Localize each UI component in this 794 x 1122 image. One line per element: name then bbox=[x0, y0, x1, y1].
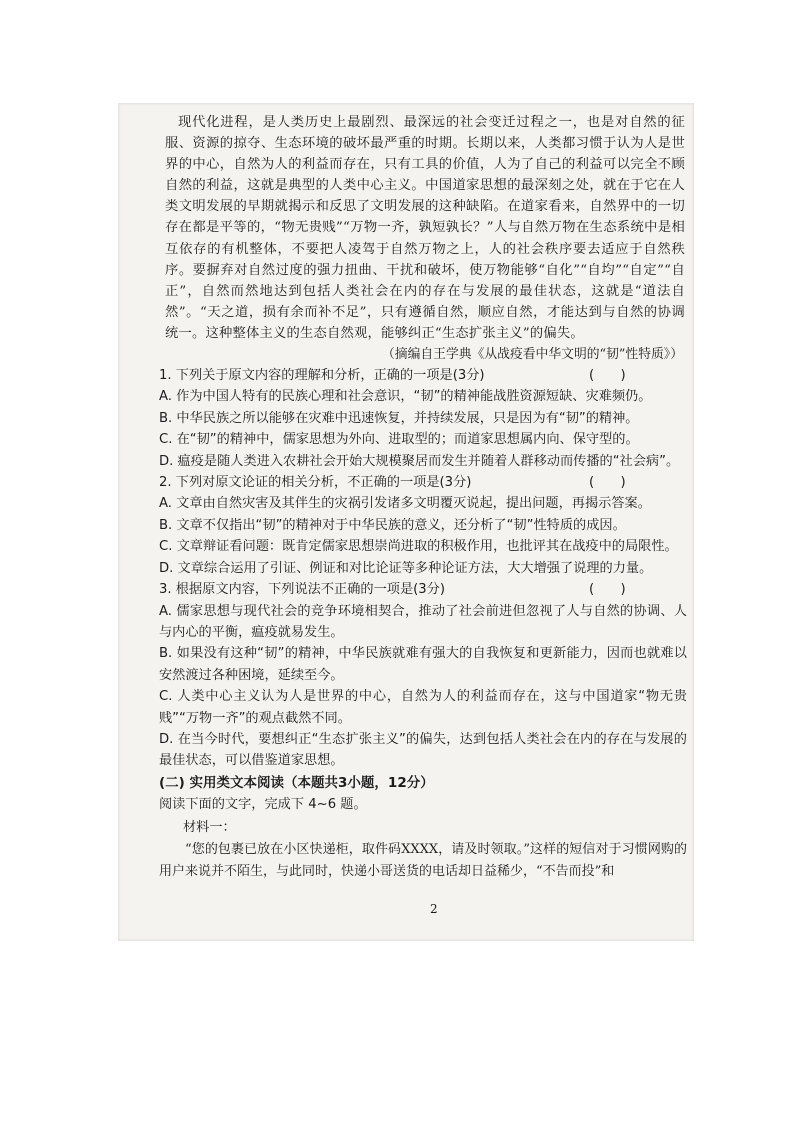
option-3a: A. 儒家思想与现代社会的竞争环境相契合，推动了社会前进但忽视了人与自然的协调、人与内心的平衡，瘟疫就易发生。 bbox=[159, 603, 687, 640]
option-3c: C. 人类中心主义认为人是世界的中心，自然为人的利益而存在，这与中国道家“物无贵贱”“万物一齐”的观点截然不同。 bbox=[159, 689, 687, 726]
material-1-text: “您的包裹已放在小区快递柜，取件码XXXX，请及时领取。”这样的短信对于习惯网购的用户来说并不陌生，与此同时，快递小哥送货的电话却日益稀少，“不告而投”和 bbox=[159, 841, 687, 880]
answer-paren-2: ( ) bbox=[589, 475, 626, 491]
section-2-title: (二) 实用类文本阅读（本题共3小题，12分） bbox=[159, 774, 434, 791]
exam-page bbox=[159, 112, 687, 884]
option-1a: A. 作为中国人特有的民族心理和社会意识，“韧”的精神能战胜资源短缺、灾难频仍。 bbox=[159, 389, 652, 405]
option-2a: A. 文章由自然灾害及其伴生的灾祸引发诸多文明覆灭说起，提出问题，再揭示答案。 bbox=[159, 496, 651, 512]
page-number: 2 bbox=[430, 902, 438, 916]
question-2 bbox=[159, 472, 687, 579]
option-3b: B. 如果没有这种“韧”的精神，中华民族就难有强大的自我恢复和更新能力，因而也就难以安然渡过各种困境，延续至今。 bbox=[159, 646, 687, 683]
passage-paragraph: 现代化进程，是人类历史上最剧烈、最深远的社会变迁过程之一，也是对自然的征服、资源的掠夺、生态环境的破坏最严重的时期。长期以来，人类都习惯于认为人是世界的中心，自然为人的利益而存在，只有工具的价值，人为了自己的利益可以完全不顾自然的利益，这就是典型的人类中心主义。中国道家思想的最深刻之处，就在于它在人类文明发展的早期就揭示和反思了文明发展的这种缺陷。在道家看来，自然界中的一切存在都是平等的，“物无贵贱”“万物一齐，孰短孰长？”人与自然万物在生态系统中是相互依存的有机整体，不要把人凌驾于自然万物之上，人的社会秩序要去适应于自然秩序。要摒弃对自然过度的强力扭曲、干扰和破坏，使万物能够“自化”“自均”“自定”“自正”，自然而然地达到包括人类社会在内的存在与发展的最佳状态，这就是“道法自然”。“天之道，损有余而补不足”，只有遵循自然，顺应自然，才能达到与自然的协调统一。这种整体主义的生态自然观，能够纠正“生态扩张主义”的偏失。 bbox=[165, 115, 685, 341]
question-2-head bbox=[159, 472, 687, 493]
option-2b: B. 文章不仅指出“韧”的精神对于中华民族的意义，还分析了“韧”性特质的成因。 bbox=[159, 517, 626, 533]
material-1-label: 材料一： bbox=[183, 819, 236, 835]
option-2c: C. 文章辩证看问题：既肯定儒家思想崇尚进取的积极作用，也批评其在战疫中的局限性。 bbox=[159, 539, 678, 555]
option-1b: B. 中华民族之所以能够在灾难中迅速恢复，并持续发展，只是因为有“韧”的精神。 bbox=[159, 410, 639, 426]
option-2d: D. 文章综合运用了引证、例证和对比论证等多种论证方法，大大增强了说理的力量。 bbox=[159, 560, 653, 576]
option-1c: C. 在“韧”的精神中，儒家思想为外向、进取型的；而道家思想属内向、保守型的。 bbox=[159, 432, 639, 448]
question-2-stem: 2. 下列对原文论证的相关分析，不正确的一项是(3分) bbox=[159, 475, 472, 491]
answer-paren-3: ( ) bbox=[589, 582, 626, 598]
passage-source: （摘编自王学典《从战疫看中华文明的“韧”性特质》） bbox=[381, 347, 683, 363]
question-1 bbox=[159, 365, 687, 472]
question-1-head bbox=[159, 365, 687, 386]
option-1d: D. 瘟疫是随人类进入农耕社会开始大规模聚居而发生并随着人群移动而传播的“社会病”。 bbox=[159, 453, 680, 469]
section-2-instruction: 阅读下面的文字，完成下 4~6 题。 bbox=[159, 796, 367, 812]
question-3-stem: 3. 根据原文内容，下列说法不正确的一项是(3分) bbox=[159, 582, 446, 598]
option-3d: D. 在当今时代，要想纠正“生态扩张主义”的偏失，达到包括人类社会在内的存在与发展的最佳状态，可以借鉴道家思想。 bbox=[159, 731, 687, 769]
question-1-stem: 1. 下列关于原文内容的理解和分析，正确的一项是(3分) bbox=[159, 368, 485, 384]
answer-paren-1: ( ) bbox=[589, 368, 626, 384]
question-3 bbox=[159, 579, 687, 772]
question-3-head bbox=[159, 579, 687, 600]
